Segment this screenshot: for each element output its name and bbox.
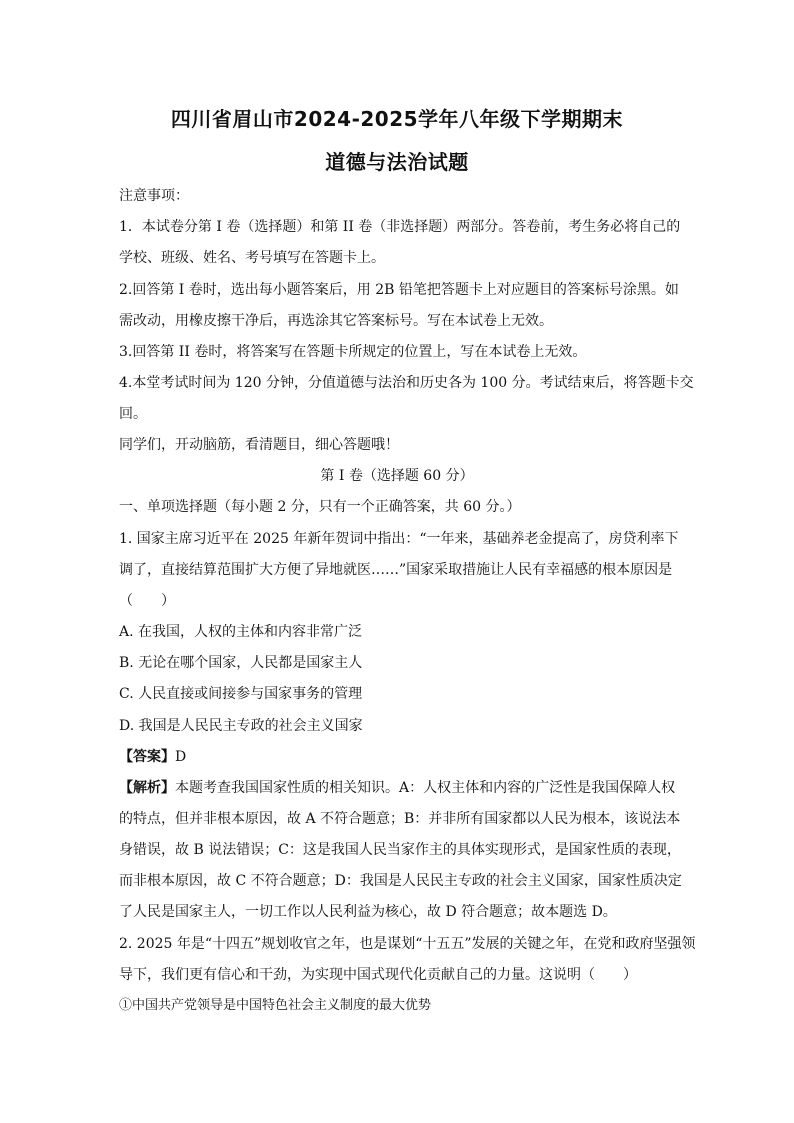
notice-line: 2.回答第 I 卷时，选出每小题答案后，用 2B 铅笔把答题卡上对应题目的答案标号涂黑。如 xyxy=(119,282,679,298)
question-1-answer xyxy=(119,747,679,767)
question-2-stem: 导下，我们更有信心和干劲，为实现中国式现代化贡献自己的力量。这说明（ ） xyxy=(119,967,637,983)
question-2-stem: 2. 2025 年是“十四五”规划收官之年，也是谋划“十五五”发展的关键之年，在党和政府坚强领 xyxy=(119,936,696,952)
notice-heading: 注意事项： xyxy=(119,188,189,204)
section-instruction: 一、单项选择题（每小题 2 分，只有一个正确答案，共 60 分。） xyxy=(119,499,521,515)
notice-line: 1．本试卷分第 I 卷（选择题）和第 II 卷（非选择题）两部分。答卷前，考生务必将自己的 xyxy=(119,219,681,235)
notice-line: 学校、班级、姓名、考号填写在答题卡上。 xyxy=(119,250,385,266)
question-1-option-c: C. 人民直接或间接参与国家事务的管理 xyxy=(119,686,363,702)
analysis-text: 而非根本原因，故 C 不符合题意；D：我国是人民民主专政的社会主义国家，国家性质决定 xyxy=(119,873,682,889)
notice-line: 4.本堂考试时间为 120 分钟，分值道德与法治和历史各为 100 分。考试结束后，将答题卡交 xyxy=(119,375,694,391)
analysis-label: 【解析】 xyxy=(119,780,175,796)
analysis-text: 身错误，故 B 说法错误；C：这是我国人民当家作主的具体实现形式，是国家性质的表现， xyxy=(119,842,681,858)
section-title: 第 I 卷（选择题 60 分） xyxy=(320,468,474,484)
exam-subtitle: 道德与法治试题 xyxy=(325,150,469,174)
analysis-text: 的特点，但并非根本原因，故 A 不符合题意；B：并非所有国家都以人民为根本，该说法本 xyxy=(119,811,681,827)
analysis-text: 本题考查我国国家性质的相关知识。A：人权主体和内容的广泛性是我国保障人权 xyxy=(175,780,676,796)
question-1-blank: （ ） xyxy=(119,593,175,609)
answer-value: D xyxy=(175,749,187,765)
notice-line: 3.回答第 II 卷时，将答案写在答题卡所规定的位置上，写在本试卷上无效。 xyxy=(119,344,587,360)
notice-line: 回。 xyxy=(119,406,147,422)
answer-label: 【答案】 xyxy=(119,749,175,765)
question-1-stem: 1. 国家主席习近平在 2025 年新年贺词中指出：“一年来，基础养老金提高了，房贷利率下 xyxy=(119,531,679,547)
analysis-text: 了人民是国家主人，一切工作以人民利益为核心，故 D 符合题意；故本题选 D。 xyxy=(119,904,617,920)
notice-line: 需改动，用橡皮擦干净后，再选涂其它答案标号。写在本试卷上无效。 xyxy=(119,313,553,329)
question-1-analysis xyxy=(119,778,679,798)
question-1-option-d: D. 我国是人民民主专政的社会主义国家 xyxy=(119,718,363,734)
notice-greeting: 同学们，开动脑筋，看清题目，细心答题哦！ xyxy=(119,437,399,453)
exam-title: 四川省眉山市2024-2025学年八年级下学期期末 xyxy=(170,107,624,131)
question-2-item: ①中国共产党领导是中国特色社会主义制度的最大优势 xyxy=(119,998,432,1013)
question-1-stem: 调了，直接结算范围扩大方便了异地就医……”国家采取措施让人民有幸福感的根本原因是 xyxy=(119,562,673,578)
question-1-option-b: B. 无论在哪个国家，人民都是国家主人 xyxy=(119,655,363,671)
question-1-option-a: A. 在我国，人权的主体和内容非常广泛 xyxy=(119,624,363,640)
